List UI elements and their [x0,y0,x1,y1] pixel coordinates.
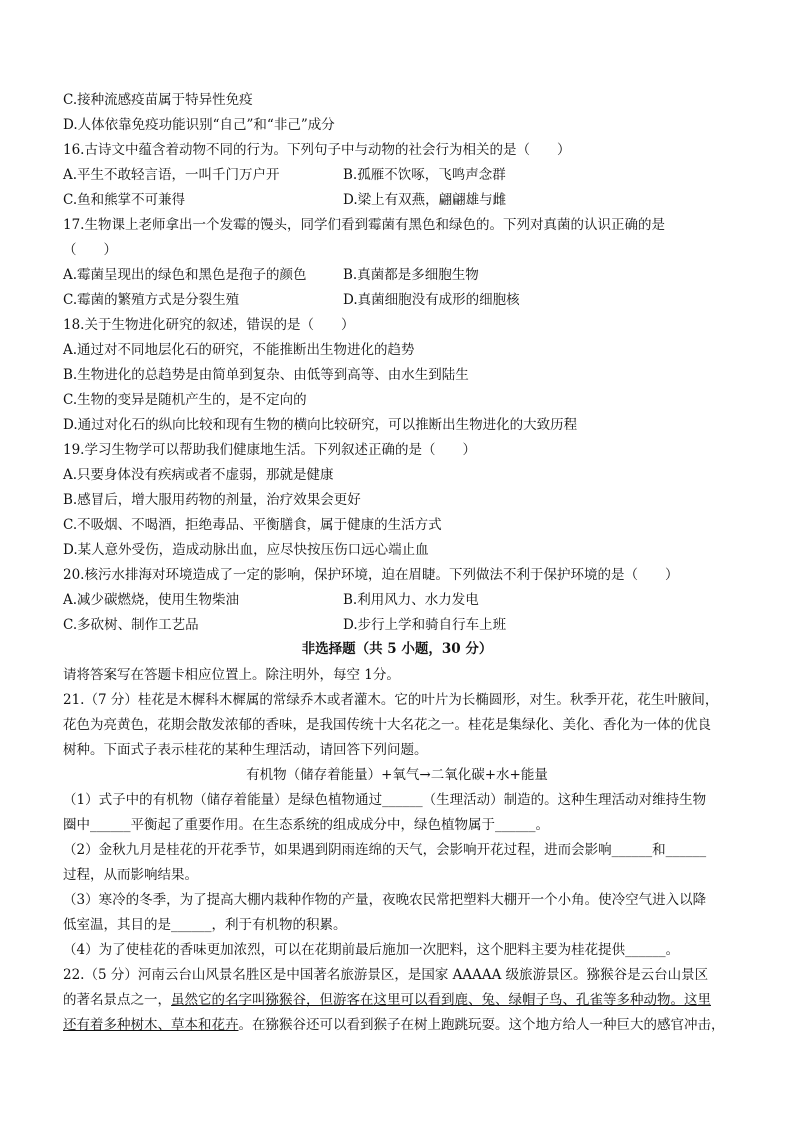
section-heading: 非选择题（共 5 小题，30 分） [301,641,493,657]
q20-stem: 20.核污水排海对环境造成了一定的影响，保护环境，迫在眉睫。下列做法不利于保护环境的是（ ） [63,567,679,583]
q18-option-d: D.通过对化石的纵向比较和现有生物的横向比较研究，可以推断出生物进化的大致历程 [63,417,578,433]
q17-option-d: D.真菌细胞没有成形的细胞核 [343,292,520,308]
q22-line2-underlined: 虽然它的名字叫猕猴谷，但游客在这里可以看到鹿、兔、绿帽子鸟、孔雀等多种动物。这里 [171,992,711,1008]
q21-sub3-line1: （3）寒冷的冬季，为了提高大棚内栽种作物的产量，夜晚农民常把塑料大棚开一个小角。使冷空气进入以降 [63,892,707,908]
q16-option-c: C.鱼和熊掌不可兼得 [63,192,186,208]
q18-option-b: B.生物进化的总趋势是由简单到复杂、由低等到高等、由水生到陆生 [63,367,469,383]
q18-stem: 18.关于生物进化研究的叙述，错误的是（ ） [63,317,355,333]
q18-option-c: C.生物的变异是随机产生的，是不定向的 [63,392,307,408]
q16-option-a: A.平生不敢轻言语，一叫千门万户开 [63,167,280,183]
q15-option-d: D.人体依靠免疫功能识别“自己”和“非己”成分 [63,117,335,133]
q20-option-a: A.减少碳燃烧，使用生物柴油 [63,592,240,608]
q21-sub3-line2: 低室温，其目的是______，利于有机物的积累。 [63,917,347,933]
q21-intro-3: 树种。下面式子表示桂花的某种生理活动，请回答下列问题。 [63,742,428,758]
q16-option-b: B.孤雁不饮啄，飞鸣声念群 [343,167,506,183]
q21-intro-2: 花色为亮黄色，花期会散发浓郁的香味，是我国传统十大名花之一。桂花是集绿化、美化、香化为一体的优良 [63,717,711,733]
q19-option-c: C.不吸烟、不喝酒，拒绝毒品、平衡膳食，属于健康的生活方式 [63,517,442,533]
q17-stem: 17.生物课上老师拿出一个发霉的馒头，同学们看到霉菌有黑色和绿色的。下列对真菌的认识正确的是 [63,217,665,233]
q20-option-d: D.步行上学和骑自行车上班 [343,617,507,633]
q19-option-d: D.某人意外受伤，造成动脉出血，应尽快按压伤口远心端止血 [63,542,429,558]
q19-stem: 19.学习生物学可以帮助我们健康地生活。下列叙述正确的是（ ） [63,442,476,458]
q19-option-b: B.感冒后，增大服用药物的剂量，治疗效果会更好 [63,492,361,508]
q19-option-a: A.只要身体没有疾病或者不虚弱，那就是健康 [63,467,334,483]
q21-formula: 有机物（储存着能量）+氧气→二氧化碳+水+能量 [246,767,548,783]
q21-sub2-line2: 过程，从而影响结果。 [63,867,198,883]
q20-option-b: B.利用风力、水力发电 [343,592,479,608]
q21-intro-1: 21.（7 分）桂花是木樨科木樨属的常绿乔木或者灌木。它的叶片为长椭圆形，对生。秋季开花，花生叶腋间， [63,692,719,708]
q22-line3-plain: 。在猕猴谷还可以看到猴子在树上跑跳玩耍。这个地方给人一种巨大的感官冲击， [238,1017,725,1033]
q17-option-a: A.霉菌呈现出的绿色和黑色是孢子的颜色 [63,267,307,283]
q21-sub2-line1: （2）金秋九月是桂花的开花季节，如果遇到阴雨连绵的天气，会影响开花过程，进而会影响______和______ [63,842,707,858]
q17-option-c: C.霉菌的繁殖方式是分裂生殖 [63,292,240,308]
q20-option-c: C.多砍树、制作工艺品 [63,617,199,633]
q17-option-b: B.真菌都是多细胞生物 [343,267,479,283]
section-instructions: 请将答案写在答题卡相应位置上。除注明外，每空 1分。 [63,667,400,683]
q22-line2 [63,991,711,1009]
q21-sub1-line1: （1）式子中的有机物（储存着能量）是绿色植物通过______（生理活动）制造的。这种生理活动对维持生物 [63,792,707,808]
q21-sub1-line2: 圈中______平衡起了重要作用。在生态系统的组成成分中，绿色植物属于______。 [63,817,549,833]
q16-option-d: D.梁上有双燕，翩翩雄与雌 [343,192,507,208]
q22-line3 [63,1016,725,1034]
q18-option-a: A.通过对不同地层化石的研究，不能推断出生物进化的趋势 [63,342,415,358]
q22-line3-underlined: 还有着多种树木、草本和花卉 [63,1017,239,1033]
q22-line2-plain: 的著名景点之一， [63,992,171,1008]
q15-option-c: C.接种流感疫苗属于特异性免疫 [63,92,253,108]
q21-sub4: （4）为了使桂花的香味更加浓烈，可以在花期前最后施加一次肥料，这个肥料主要为桂花提供______。 [63,942,680,958]
q16-stem: 16.古诗文中蕴含着动物不同的行为。下列句子中与动物的社会行为相关的是（ ） [63,142,571,158]
q22-line1: 22.（5 分）河南云台山风景名胜区是中国著名旅游景区，是国家 AAAAA 级旅游景区。猕猴谷是云台山景区 [63,967,709,983]
q17-stem-cont: （ ） [63,242,117,258]
